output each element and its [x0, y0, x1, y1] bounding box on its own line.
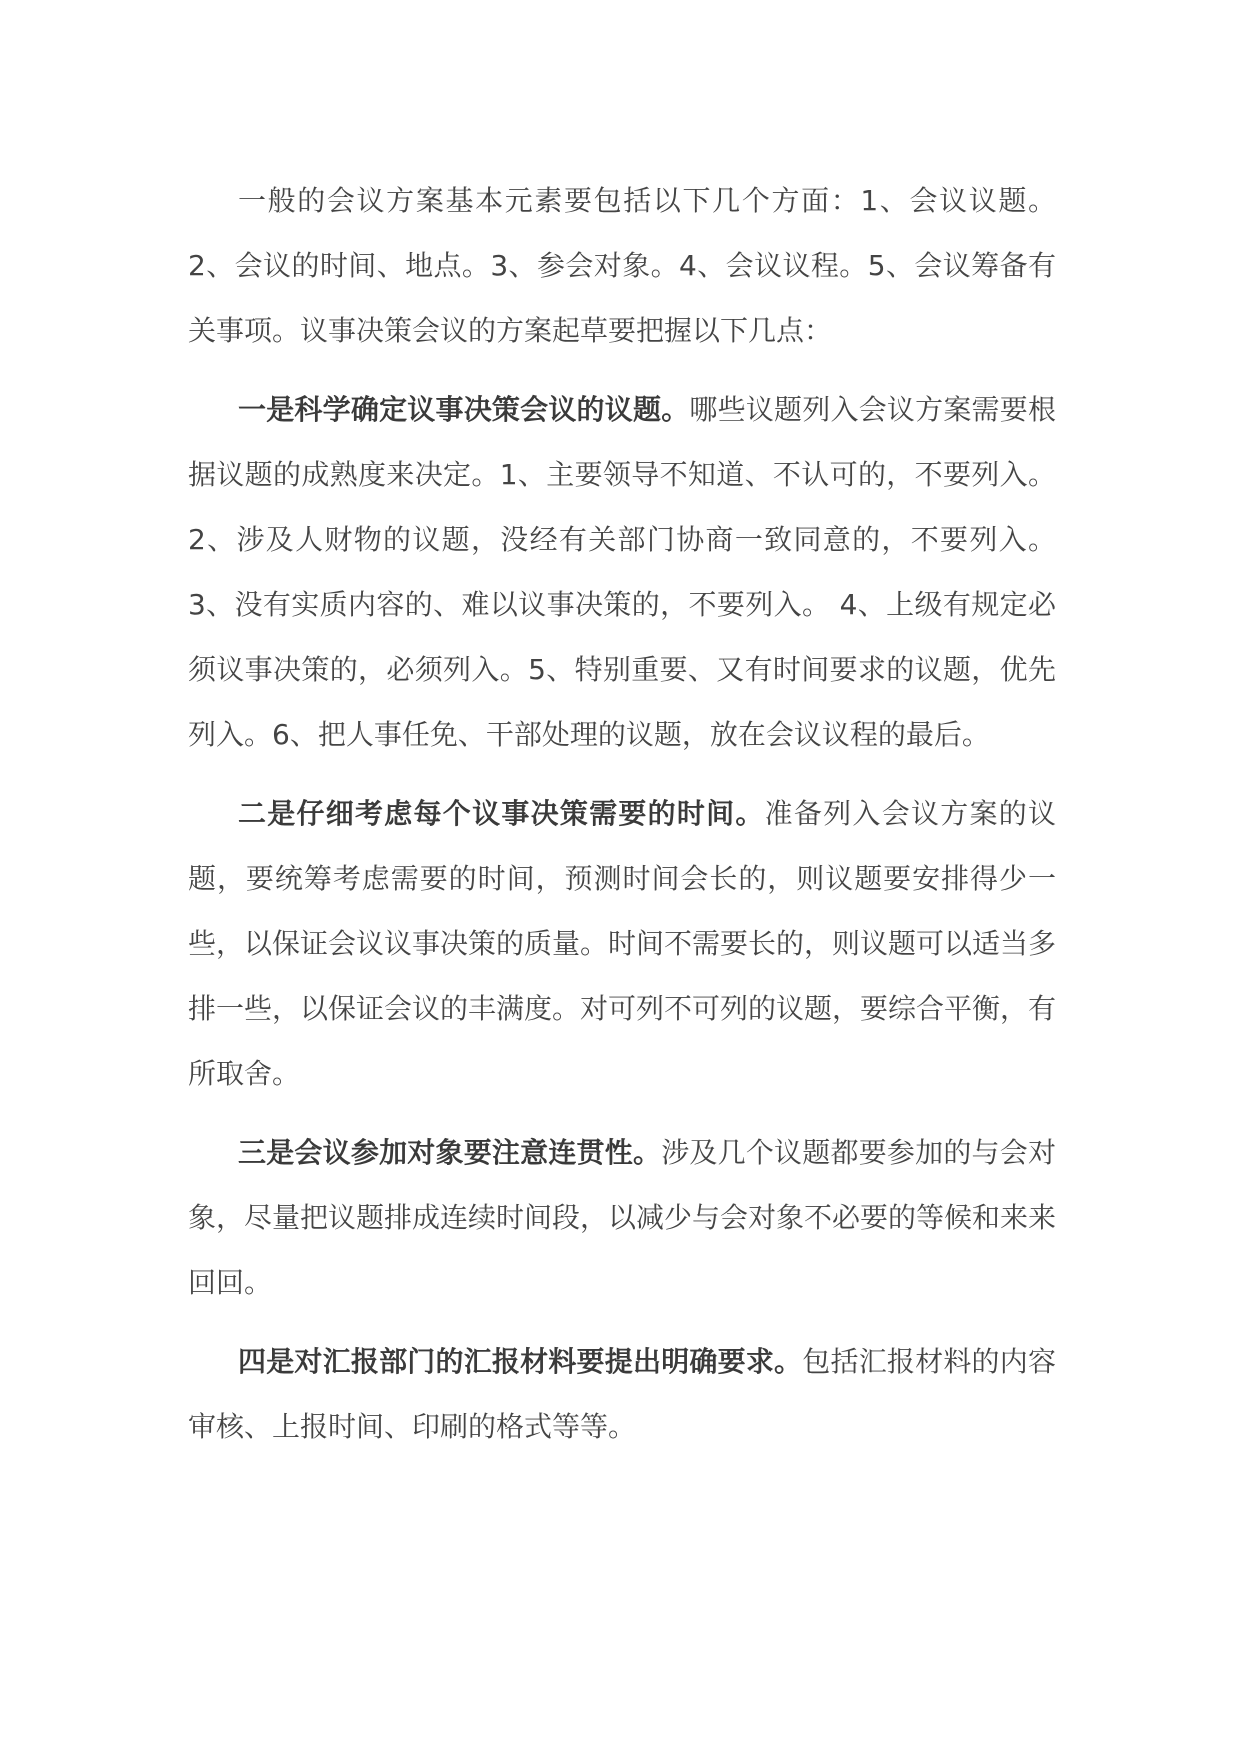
point-body-2: 准备列入会议方案的议题，要统筹考虑需要的时间，预测时间会长的，则议题要安排得少一些，以保证会议议事决策的质量。时间不需要长的，则议题可以适当多排一些，以保证会议的丰满度。对可列不可列的议题，要综合平衡，有所取舍。 — [188, 797, 1057, 1090]
point-paragraph-1 — [188, 377, 1056, 767]
point-paragraph-2 — [188, 781, 1056, 1106]
document-page — [188, 168, 1056, 1473]
point-lead-2: 二是仔细考虑每个议事决策需要的时间。 — [238, 797, 765, 830]
point-paragraph-3 — [188, 1120, 1056, 1315]
point-lead-4: 四是对汇报部门的汇报材料要提出明确要求。 — [238, 1345, 803, 1378]
point-paragraph-4 — [188, 1329, 1056, 1459]
point-lead-3: 三是会议参加对象要注意连贯性。 — [238, 1136, 662, 1169]
point-body-3: 涉及几个议题都要参加的与会对象，尽量把议题排成连续时间段，以减少与会对象不必要的等候和来来回回。 — [188, 1136, 1057, 1299]
point-body-1: 哪些议题列入会议方案需要根据议题的成熟度来决定。1、主要领导不知道、不认可的，不要列入。2、涉及人财物的议题，没经有关部门协商一致同意的，不要列入。3、没有实质内容的、难以议事决策的，不要列入。 4、上级有规定必须议事决策的，必须列入。5、特别重要、又有时间要求的议题，优先列入。6、把人事任免、干部处理的议题，放在会议议程的最后。 — [188, 393, 1056, 751]
point-body-4: 包括汇报材料的内容审核、上报时间、印刷的格式等等。 — [188, 1345, 1056, 1443]
point-lead-1: 一是科学确定议事决策会议的议题。 — [238, 393, 690, 426]
intro-paragraph: 一般的会议方案基本元素要包括以下几个方面：1、会议议题。2、会议的时间、地点。3、参会对象。4、会议议程。5、会议筹备有关事项。议事决策会议的方案起草要把握以下几点： — [188, 184, 1056, 347]
